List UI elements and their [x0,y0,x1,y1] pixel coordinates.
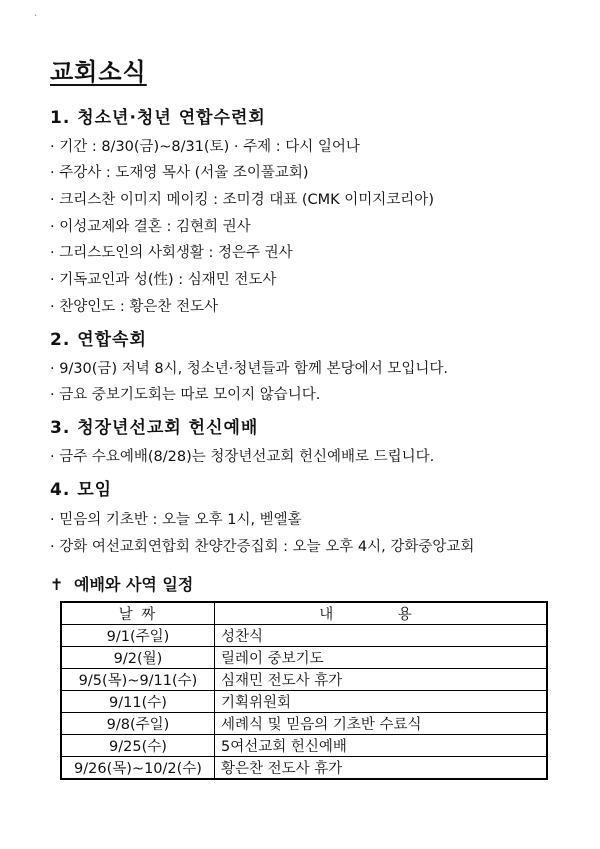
corner-mark: ` [34,14,38,23]
cell-date: 9/5(목)~9/11(수) [61,669,215,691]
cell-content: 기획위원회 [215,691,548,713]
cell-content: 황은찬 전도사 휴가 [215,757,548,780]
cell-content: 릴레이 중보기도 [215,647,548,669]
section-heading-meetings: 4. 모임 [50,480,113,500]
list-item: · 찬양인도 : 황은찬 전도사 [50,299,219,315]
list-item: · 크리스찬 이미지 메이킹 : 조미경 대표 (CMK 이미지코리아) [50,192,434,208]
schedule-heading [50,572,193,595]
section-heading-retreat: 1. 청소년·청년 연합수련회 [50,108,266,128]
cell-date: 9/2(월) [61,647,215,669]
list-item: · 9/30(금) 저녁 8시, 청소년·청년들과 함께 본당에서 모입니다. [50,361,448,377]
list-item: · 이성교제와 결혼 : 김현희 권사 [50,219,251,235]
section-heading-joint-meeting: 2. 연합속회 [50,330,147,350]
cross-icon: ✝ [50,575,64,594]
column-header-content: 내 용 [215,602,548,625]
table-row [61,757,547,780]
schedule-heading-text: 예배와 사역 일정 [74,575,194,594]
cell-content: 심재민 전도사 휴가 [215,669,548,691]
column-header-date: 날 짜 [61,602,215,625]
list-item: · 금요 중보기도회는 따로 모이지 않습니다. [50,387,321,403]
table-row [61,625,547,647]
cell-date: 9/11(수) [61,691,215,713]
cell-date: 9/26(목)~10/2(수) [61,757,215,780]
cell-content: 5여선교회 헌신예배 [215,735,548,757]
list-item: · 믿음의 기초반 : 오늘 오후 1시, 벧엘홀 [50,512,302,528]
list-item: · 강화 여선교회연합회 찬양간증집회 : 오늘 오후 4시, 강화중앙교회 [50,539,475,555]
table-row [61,691,547,713]
table-row [61,735,547,757]
table-header-row [61,602,547,625]
section-heading-dedication-service: 3. 청장년선교회 헌신예배 [50,418,259,438]
schedule-table [60,601,548,780]
list-item: · 금주 수요예배(8/28)는 청장년선교회 헌신예배로 드립니다. [50,449,435,465]
table-row [61,713,547,735]
cell-date: 9/8(주일) [61,713,215,735]
list-item: · 기간 : 8/30(금)~8/31(토) · 주제 : 다시 일어나 [50,139,360,155]
list-item: · 그리스도인의 사회생활 : 정은주 권사 [50,245,293,261]
table-row [61,647,547,669]
page-title: 교회소식 [50,58,147,86]
list-item: · 주강사 : 도재영 목사 (서울 조이풀교회) [50,165,309,181]
cell-content: 세례식 및 믿음의 기초반 수료식 [215,713,548,735]
cell-date: 9/1(주일) [61,625,215,647]
list-item: · 기독교인과 성(性) : 심재민 전도사 [50,272,277,288]
table-row [61,669,547,691]
cell-content: 성찬식 [215,625,548,647]
cell-date: 9/25(수) [61,735,215,757]
